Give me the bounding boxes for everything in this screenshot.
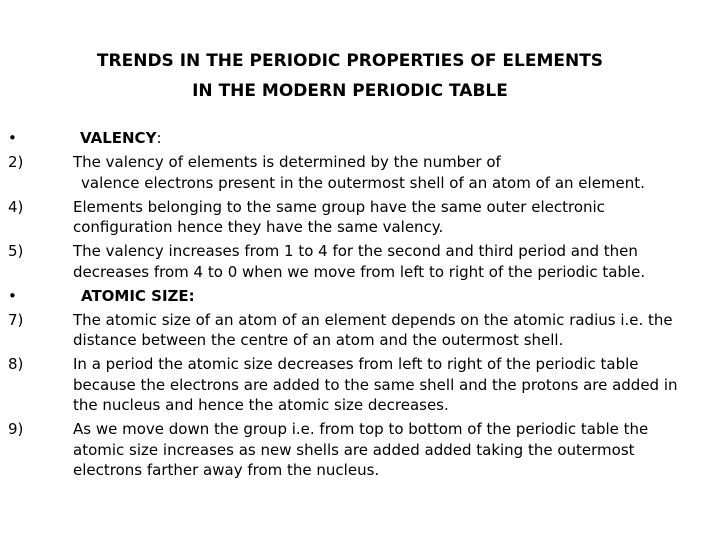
item-line: As we move down the group i.e. from top to bottom of the periodic table the (73, 420, 649, 438)
item-line: electrons farther away from the nucleus. (73, 461, 380, 479)
title-line-2: IN THE MODERN PERIODIC TABLE (192, 81, 508, 101)
item-number: 4) (8, 197, 24, 216)
item-number: 9) (8, 420, 24, 438)
bullet-marker: • (8, 129, 17, 147)
item-line: In a period the atomic size decreases from left to right of the periodic table (73, 355, 639, 373)
list-item-atomic-size-heading (0, 286, 728, 307)
list-item (0, 419, 728, 481)
item-line: decreases from 4 to 0 when we move from left to right of the periodic table. (73, 262, 646, 281)
heading-text: VALENCY (80, 129, 157, 147)
item-number: 5) (8, 242, 24, 260)
slide-title (0, 46, 700, 106)
item-line: valence electrons present in the outermost shell of an atom of an element. (81, 173, 645, 192)
item-number: 7) (8, 310, 24, 329)
item-line: configuration hence they have the same valency. (73, 218, 444, 236)
item-line: The atomic size of an atom of an element depends on the atomic radius i.e. the (73, 310, 673, 329)
item-number: 8) (8, 355, 24, 373)
list-item (0, 354, 728, 416)
list-item (0, 310, 728, 351)
item-number: 2) (8, 153, 24, 171)
list-item (0, 152, 728, 193)
section-heading-atomic-size (81, 286, 195, 307)
section-heading-valency (80, 128, 162, 149)
item-line: Elements belonging to the same group have the same outer electronic (73, 197, 605, 216)
list-item (0, 241, 728, 282)
item-line: the nucleus and hence the atomic size decreases. (73, 396, 449, 414)
item-line: The valency of elements is determined by the number of (73, 153, 501, 171)
item-line: atomic size increases as new shells are added added taking the outermost (73, 440, 635, 459)
bullet-marker: • (8, 286, 17, 305)
title-line-1: TRENDS IN THE PERIODIC PROPERTIES OF ELEMENTS (96, 51, 604, 71)
heading-text: ATOMIC SIZE: (81, 286, 195, 305)
item-line: The valency increases from 1 to 4 for the second and third period and then (73, 242, 638, 260)
list-item-valency-heading (0, 128, 728, 149)
list-item (0, 197, 728, 238)
item-line: distance between the centre of an atom and the outermost shell. (73, 331, 564, 349)
item-line: because the electrons are added to the same shell and the protons are added in (73, 375, 678, 394)
heading-suffix: : (156, 129, 162, 147)
content-list (0, 128, 728, 484)
